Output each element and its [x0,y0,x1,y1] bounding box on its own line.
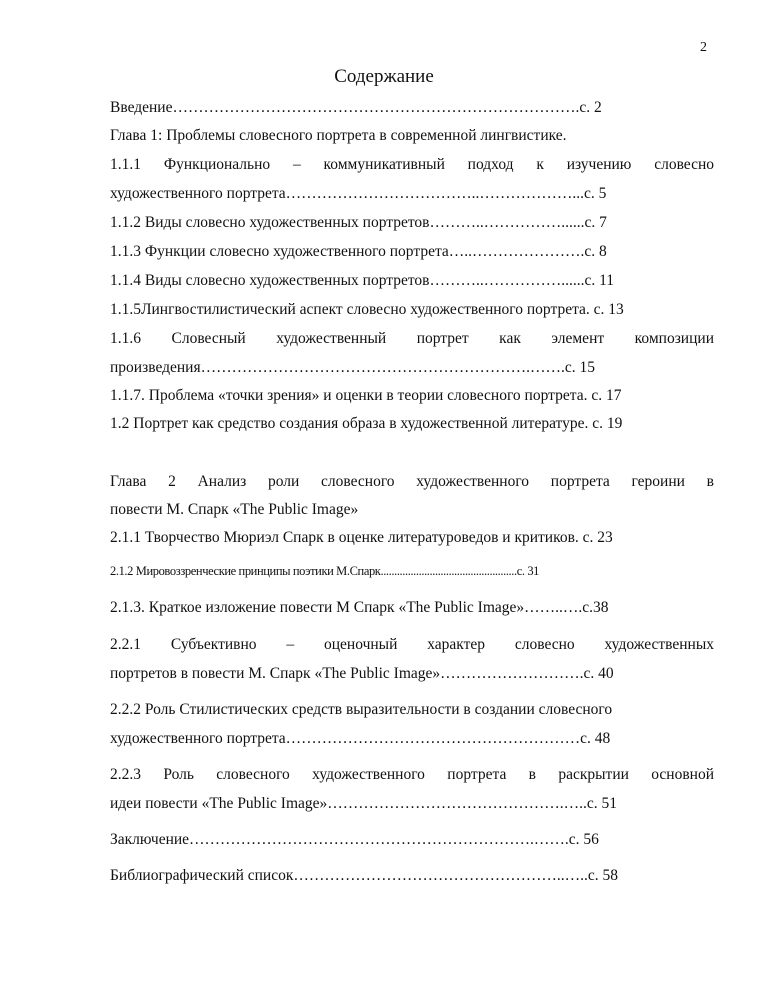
toc-line-1-1-1-cont: художественного портрета………………………………..………………...с. 5 [110,185,607,202]
toc-line-chapter-1: Глава 1: Проблемы словесного портрета в современной лингвистике. [110,127,567,144]
toc-line-2-1-2: 2.1.2 Мировоззренческие принципы поэтики М.Спарк..................................................с. 31 [110,564,540,578]
toc-line-2-2-3-cont: идеи повести «The Public Image»……………………………………….…..с. 51 [110,795,618,812]
toc-line-2-2-1: 2.2.1 Субъективно – оценочный характер словесно художественных [110,636,714,653]
toc-line-2-2-1-cont: портретов в повести М. Спарк «The Public Image»……………………….с. 40 [110,665,614,682]
toc-line-1-1-6: 1.1.6 Словесный художественный портрет как элемент композиции [110,330,714,347]
toc-line-1-1-2: 1.1.2 Виды словесно художественных портретов………..……………......с. 7 [110,214,607,231]
toc-line-1-1-4: 1.1.4 Виды словесно художественных портретов………..……………......с. 11 [110,272,615,289]
toc-line-1-1-6-cont: произведения……………………………………………………….…….с. 15 [110,359,595,376]
toc-line-2-2-2: 2.2.2 Роль Стилистических средств выразительности в создании словесного [110,701,613,718]
toc-line-2-1-3: 2.1.3. Краткое изложение повести М Спарк «The Public Image»……..….с.38 [110,599,609,616]
toc-line-1-1-1: 1.1.1 Функционально – коммуникативный подход к изучению словесно [110,156,714,173]
toc-line-chapter-2: Глава 2 Анализ роли словесного художественного портрета героини в [110,473,714,490]
toc-line-2-2-2-cont: художественного портрета…………………………………………………с. 48 [110,730,611,747]
toc-line-1-1-5: 1.1.5Лингвостилистический аспект словесно художественного портрета. с. 13 [110,301,624,318]
toc-line-1-1-7: 1.1.7. Проблема «точки зрения» и оценки в теории словесного портрета. с. 17 [110,387,622,404]
toc-line-bibliography: Библиографический список……………………………………………..…..с. 58 [110,867,618,884]
toc-line-1-1-3: 1.1.3 Функции словесно художественного портрета…..………………….с. 8 [110,243,607,260]
page-title: Содержание [334,66,434,87]
toc-line-conclusion: Заключение………………………………………………………….…….с. 56 [110,831,599,848]
toc-line-introduction: Введение…………………………………………………………………….с. 2 [110,99,602,116]
toc-line-chapter-2-cont: повести М. Спарк «The Public Image» [110,501,359,518]
toc-line-1-2: 1.2 Портрет как средство создания образа в художественной литературе. с. 19 [110,415,623,432]
page-number: 2 [700,40,707,55]
toc-line-2-1-1: 2.1.1 Творчество Мюриэл Спарк в оценке литературоведов и критиков. с. 23 [110,529,613,546]
toc-line-2-2-3: 2.2.3 Роль словесного художественного портрета в раскрытии основной [110,766,714,783]
